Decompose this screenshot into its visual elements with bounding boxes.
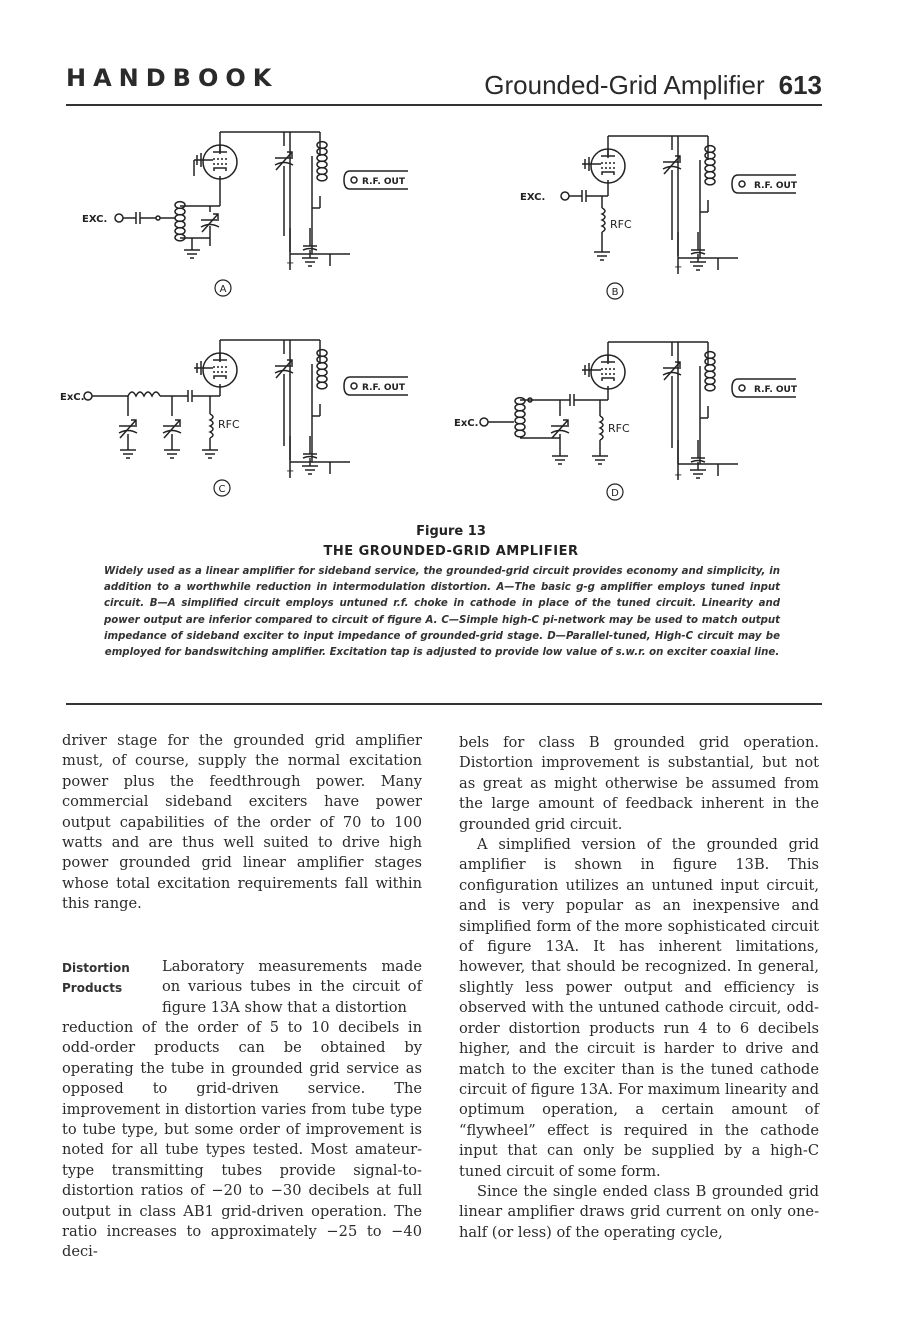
schematic-a [115, 132, 408, 270]
panel-label-a: A [219, 284, 227, 295]
figure-13-schematics [60, 116, 820, 516]
exc-label-d: ExC. [454, 418, 479, 429]
right-column [459, 733, 819, 1243]
left-column [62, 731, 422, 915]
rfc-label-c: RFC [218, 418, 240, 431]
running-header-handbook: HANDBOOK [66, 64, 279, 92]
right-paragraph-3: Since the single ended class B grounded grid linear amplifier draws grid current on only one-half (or less) of the operating cycle, [459, 1182, 819, 1241]
schematic-d [480, 342, 796, 480]
right-paragraph-2: A simplified version of the grounded grid amplifier is shown in figure 13B. This configuration utilizes an untuned input circuit, and is very popular as an inexpensive and simplified form of the more sophisticated circuit of figure 13A. It has inherent limitations, however, that should be recognized. In general, slightly less power output and efficiency is observed with the untuned cathode circuit, odd-order distortion products run 4 to 6 decibels higher, and the circuit is harder to drive and match to the exciter than is the tuned cathode circuit of figure 13A. For maximum linearity and optimum operation, a certain amount of “flywheel” effect is required in the cathode input that can only be supplied by a high-C tuned circuit of some form. [459, 836, 819, 1180]
left-paragraph-2-rest: reduction of the order of 5 to 10 decibels in odd-order products can be obtained by operating the tube in grounded grid service as opposed to grid-driven service. The improvement in distortion varies from tube type to tube type, but some order of improvement is noted for all tube types tested. Most amateur-type transmitting tubes provide signal-to-distortion ratios of −20 to −30 decibels at full output in class AB1 grid-driven operation. The ratio increases to approximately −25 to −40 deci- [62, 1019, 422, 1261]
exc-label-a: EXC. [82, 214, 108, 225]
rfout-label-d: R.F. OUT [754, 385, 797, 395]
left-paragraph-2-lead: Laboratory measurements made on various tubes in the circuit of figure 13A show that a distortion [162, 958, 422, 1016]
panel-label-d: D [611, 488, 619, 499]
figure-number: Figure 13 [416, 524, 486, 539]
left-paragraph-2-body-box [62, 1018, 422, 1263]
section-title: Grounded-Grid Amplifier [484, 70, 765, 100]
plus-b: + [674, 262, 683, 273]
running-header-title [484, 70, 822, 101]
rfc-label-b: RFC [610, 218, 632, 231]
left-paragraph-1: driver stage for the grounded grid amplifier must, of course, supply the normal excitation power plus the feedthrough power. Many commercial sideband exciters have power output capabilities of the order of 70 to 100 watts and are thus well suited to drive high power grounded grid linear amplifier stages whose total excitation requirements fall within this range. [62, 732, 422, 913]
plus-c: + [286, 466, 295, 477]
caption-rule [66, 703, 822, 705]
schematic-b [561, 136, 796, 274]
right-paragraph-1: bels for class B grounded grid operation. Distortion improvement is substantial, but not as great as might otherwise be assumed from the large amount of feedback inherent in the grounded grid circuit. [459, 734, 819, 833]
plus-a: + [286, 258, 295, 269]
exc-label-b: EXC. [520, 192, 546, 203]
rfout-label-b: R.F. OUT [754, 181, 797, 191]
sidehead-line-2: Products [62, 981, 123, 995]
rfc-label-d: RFC [608, 422, 630, 435]
figure-caption: Widely used as a linear amplifier for sideband service, the grounded-grid circuit provides economy and simplicity, in addition to a worthwhile reduction in intermodulation distortion. A—The basic g-g amplifier employs tuned input circuit. B—A simplified circuit employs untuned r.f. choke in cathode in place of the tuned circuit. Linearity and power output are inferior compared to circuit of figure A. C—Simple high-C pi-network may be used to match output impedance of sideband exciter to input impedance of grounded-grid stage. D—Parallel-tuned, High-C circuit may be employed for bandswitching amplifier. Excitation tap is adjusted to provide low value of s.w.r. on exciter coaxial line. [104, 566, 780, 659]
left-paragraph-2-lead-box [162, 957, 422, 1018]
exc-label-c: ExC. [60, 392, 85, 403]
panel-label-b: B [611, 287, 619, 298]
plus-d: + [674, 470, 683, 481]
header-rule [66, 104, 822, 106]
sidehead-distortion-products [62, 958, 152, 998]
sidehead-line-1: Distortion [62, 961, 130, 975]
rfout-label-a: R.F. OUT [362, 177, 405, 187]
rfout-label-c: R.F. OUT [362, 383, 405, 393]
figure-title: THE GROUNDED-GRID AMPLIFIER [323, 544, 579, 559]
panel-label-c: C [218, 484, 226, 495]
schematic-c [84, 340, 408, 478]
page-number: 613 [778, 70, 822, 100]
